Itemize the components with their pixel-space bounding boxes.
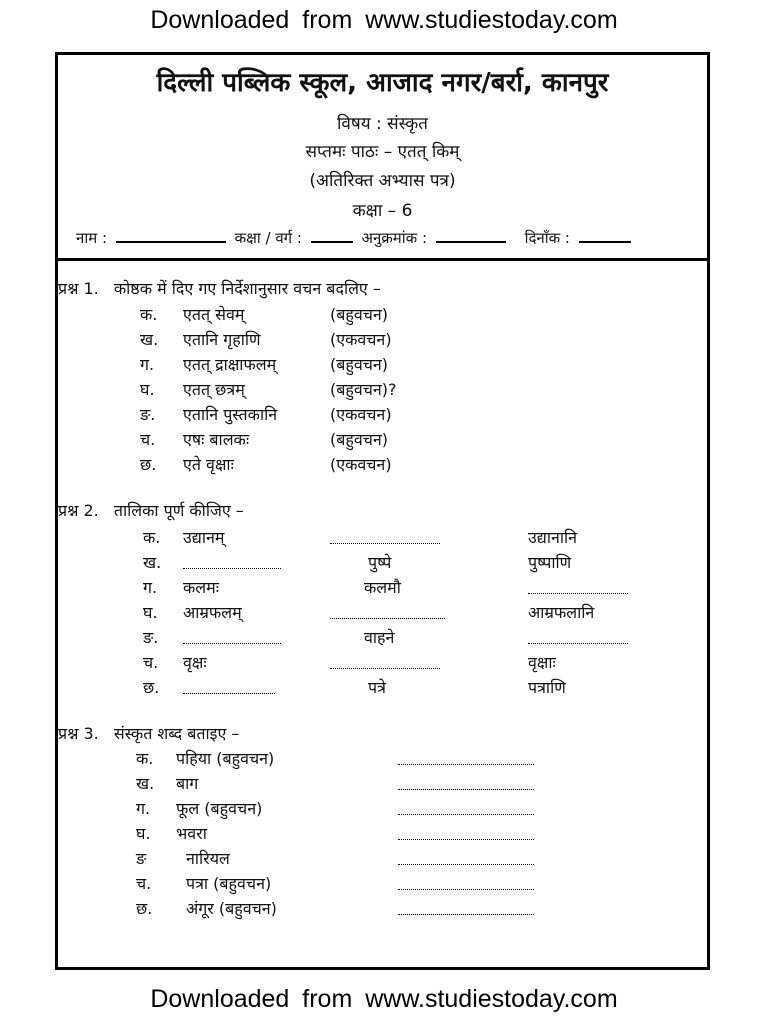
table-cell: पत्राणि: [528, 678, 566, 697]
answer-blank[interactable]: [398, 788, 534, 790]
q3-label: प्रश्न 3.: [58, 724, 99, 743]
answer-blank[interactable]: [528, 592, 628, 594]
student-info-row: [76, 227, 696, 248]
list-item: (बहुवचन)?: [330, 380, 397, 399]
list-item: एते वृक्षाः: [183, 455, 234, 474]
table-cell: कलमौ: [364, 578, 401, 597]
roll-label: अनुक्रमांक :: [361, 229, 428, 247]
q3-title: संस्कृत शब्द बताइए –: [113, 724, 240, 743]
list-item: ग.: [140, 355, 155, 374]
list-item: एतानि पुस्तकानि: [183, 405, 278, 424]
list-item: भवरा: [176, 824, 207, 843]
roll-blank[interactable]: [436, 227, 506, 243]
worksheet-header: [58, 55, 707, 261]
list-item-letter: ङ: [136, 849, 147, 868]
table-cell: कलमः: [183, 578, 219, 597]
list-item: छ.: [140, 455, 157, 474]
bottom-download-banner: Downloaded from www.studiestoday.com: [150, 985, 618, 1013]
list-item: अंगूर (बहुवचन): [186, 899, 277, 918]
table-cell: उद्यानानि: [528, 528, 578, 547]
list-item: च.: [140, 430, 156, 449]
subject-line: विषय : संस्कृत: [337, 114, 428, 134]
answer-blank[interactable]: [183, 692, 275, 694]
table-cell-letter: क.: [143, 528, 161, 547]
list-item-letter: घ.: [136, 824, 151, 843]
table-cell: वाहने: [364, 628, 395, 647]
q1-title: कोष्ठक में दिए गए निर्देशानुसार वचन बदलिए –: [113, 279, 381, 298]
list-item-letter: ग.: [136, 799, 151, 818]
list-item: ङ.: [140, 405, 156, 424]
top-download-banner: Downloaded from www.studiestoday.com: [150, 6, 618, 34]
answer-blank[interactable]: [330, 667, 440, 669]
school-name: दिल्ली पब्लिक स्कूल, आजाद नगर/बर्रा, कानपुर: [156, 68, 609, 98]
answer-blank[interactable]: [398, 838, 534, 840]
table-cell: वृक्षाः: [528, 653, 556, 672]
table-cell: उद्यानम्: [183, 528, 225, 547]
name-label: नाम :: [76, 229, 108, 247]
section-blank[interactable]: [311, 227, 353, 243]
date-label: दिनाँक :: [524, 229, 570, 247]
answer-blank[interactable]: [398, 813, 534, 815]
answer-blank[interactable]: [183, 567, 281, 569]
list-item: पहिया (बहुवचन): [176, 749, 275, 768]
section-label: कक्षा / वर्ग :: [234, 229, 302, 247]
list-item: एतानि गृहाणि: [183, 330, 261, 349]
q1-heading: [58, 277, 381, 299]
list-item: (बहुवचन): [330, 305, 389, 324]
list-item-letter: क.: [136, 749, 154, 768]
answer-blank[interactable]: [398, 888, 534, 890]
q2-heading: [58, 499, 244, 521]
answer-blank[interactable]: [528, 642, 628, 644]
answer-blank[interactable]: [330, 542, 440, 544]
list-item-letter: ख.: [136, 774, 155, 793]
list-item: एतत् छत्रम्: [183, 380, 245, 399]
list-item: (एकवचन): [330, 405, 392, 424]
list-item: फूल (बहुवचन): [176, 799, 263, 818]
list-item: एतत् द्राक्षाफलम्: [183, 355, 277, 374]
table-cell: आम्रफलानि: [528, 603, 595, 622]
list-item: (एकवचन): [330, 455, 392, 474]
table-cell-letter: ङ.: [143, 628, 159, 647]
date-blank[interactable]: [579, 227, 631, 243]
table-cell: पुष्पाणि: [528, 553, 572, 572]
table-cell-letter: च.: [143, 653, 159, 672]
lesson-line: सप्तमः पाठः – एतत् किम्: [305, 142, 460, 162]
answer-blank[interactable]: [398, 763, 534, 765]
worksheet: [55, 52, 710, 970]
list-item: बाग: [176, 774, 199, 793]
list-item: क.: [140, 305, 158, 324]
table-cell-letter: छ.: [143, 678, 160, 697]
list-item-letter: च.: [136, 874, 152, 893]
answer-blank[interactable]: [398, 863, 534, 865]
q3-heading: [58, 722, 239, 744]
answer-blank[interactable]: [398, 913, 534, 915]
list-item: घ.: [140, 380, 155, 399]
list-item: एषः बालकः: [183, 430, 250, 449]
class-line: कक्षा – 6: [352, 201, 413, 221]
list-item: ख.: [140, 330, 159, 349]
list-item: नारियल: [186, 849, 230, 868]
answer-blank[interactable]: [330, 617, 445, 619]
answer-blank[interactable]: [183, 642, 281, 644]
sheet-type-line: (अतिरिक्त अभ्यास पत्र): [309, 171, 456, 191]
table-cell: पत्रे: [368, 678, 386, 697]
table-cell: वृक्षः: [183, 653, 207, 672]
q2-title: तालिका पूर्ण कीजिए –: [113, 501, 244, 520]
list-item: (बहुवचन): [330, 430, 389, 449]
table-cell-letter: ग.: [143, 578, 158, 597]
table-cell-letter: ख.: [143, 553, 162, 572]
list-item: (बहुवचन): [330, 355, 389, 374]
q2-label: प्रश्न 2.: [58, 501, 99, 520]
name-blank[interactable]: [116, 227, 226, 243]
list-item: पत्रा (बहुवचन): [186, 874, 272, 893]
table-cell: पुष्पे: [368, 553, 392, 572]
q1-label: प्रश्न 1.: [58, 279, 99, 298]
table-cell: आम्रफलम्: [183, 603, 242, 622]
table-cell-letter: घ.: [143, 603, 158, 622]
list-item-letter: छ.: [136, 899, 153, 918]
list-item: एतत् सेवम्: [183, 305, 245, 324]
list-item: (एकवचन): [330, 330, 392, 349]
